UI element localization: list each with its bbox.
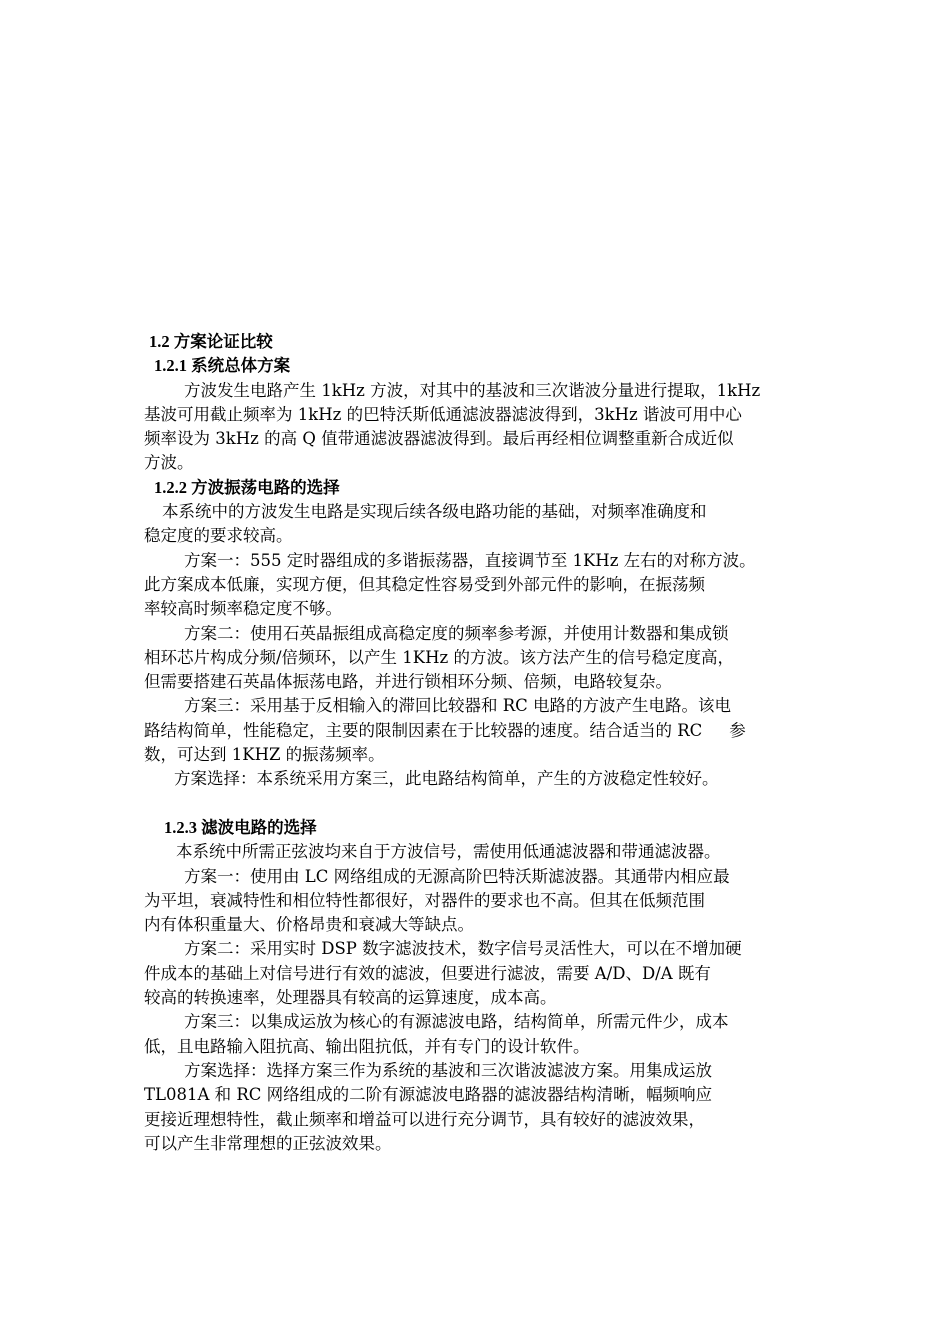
paragraph-filter-intro: 本系统中所需正弦波均来自于方波信号，需使用低通滤波器和带通滤波器。 xyxy=(176,842,721,862)
paragraph-osc-choice: 方案选择：本系统采用方案三，此电路结构简单，产生的方波稳定性较好。 xyxy=(174,769,719,789)
text-line: 方案一：555 定时器组成的多谐振荡器，直接调节至 1KHz 左右的对称方波。 xyxy=(184,550,756,570)
text-line: 可以产生非常理想的正弦波效果。 xyxy=(144,1133,392,1153)
heading-1-2-1: 1.2.1 系统总体方案 xyxy=(154,356,291,376)
text-line: 方案二：采用实时 DSP 数字滤波技术，数字信号灵活性大，可以在不增加硬 xyxy=(184,939,742,959)
text-line: 方案二：使用石英晶振组成高稳定度的频率参考源，并使用计数器和集成锁 xyxy=(184,623,729,643)
paragraph-osc-intro xyxy=(144,500,814,549)
text-line: 频率设为 3kHz 的高 Q 值带通滤波器滤波得到。最后再经相位调整重新合成近似 xyxy=(144,429,734,449)
text-line: 方案三：以集成运放为核心的有源滤波电路，结构简单，所需元件少，成本 xyxy=(184,1012,729,1032)
text-line: 本系统中的方波发生电路是实现后续各级电路功能的基础，对频率准确度和 xyxy=(162,502,707,522)
text-line: 相环芯片构成分频/倍频环，以产生 1KHz 的方波。该方法产生的信号稳定度高， xyxy=(144,647,734,667)
paragraph-osc-option-3 xyxy=(144,694,814,767)
paragraph-filter-option-1 xyxy=(144,865,814,938)
heading-1-2-2: 1.2.2 方波振荡电路的选择 xyxy=(154,477,340,497)
text-line: 为平坦，衰减特性和相位特性都很好，对器件的要求也不高。但其在低频范围 xyxy=(144,890,705,910)
text-line: 方案一：使用由 LC 网络组成的无源高阶巴特沃斯滤波器。其通带内相应最 xyxy=(184,866,730,886)
text-line: 基波可用截止频率为 1kHz 的巴特沃斯低通滤波器滤波得到，3kHz 谐波可用中心 xyxy=(144,404,742,424)
text-line: 数，可达到 1KHZ 的振荡频率。 xyxy=(144,745,385,765)
paragraph-overall xyxy=(144,379,814,476)
paragraph-filter-option-3 xyxy=(144,1010,814,1059)
document-page xyxy=(144,330,814,1156)
heading-1-2: 1.2 方案论证比较 xyxy=(149,332,273,351)
text-line: TL081A 和 RC 网络组成的二阶有源滤波电路器的滤波器结构清晰，幅频响应 xyxy=(144,1085,713,1105)
heading-1-2-3: 1.2.3 滤波电路的选择 xyxy=(164,817,317,837)
text-line: 方案选择：选择方案三作为系统的基波和三次谐波滤波方案。用集成运放 xyxy=(184,1060,712,1080)
text-line: 稳定度的要求较高。 xyxy=(144,526,293,546)
text-line: 但需要搭建石英晶体振荡电路，并进行锁相环分频、倍频，电路较复杂。 xyxy=(144,672,672,692)
paragraph-filter-option-2 xyxy=(144,937,814,1010)
text-line: 路结构简单，性能稳定，主要的限制因素在于比较器的速度。结合适当的 RC 参 xyxy=(144,720,746,740)
text-line: 低，且电路输入阻抗高、输出阻抗低，并有专门的设计软件。 xyxy=(144,1036,590,1056)
text-line: 方波。 xyxy=(144,453,194,473)
paragraph-osc-option-2 xyxy=(144,622,814,695)
text-line: 较高的转换速率，处理器具有较高的运算速度，成本高。 xyxy=(144,988,557,1008)
text-line: 内有体积重量大、价格昂贵和衰减大等缺点。 xyxy=(144,915,474,935)
text-line: 方波发生电路产生 1kHz 方波，对其中的基波和三次谐波分量进行提取，1kHz xyxy=(184,380,761,400)
text-line: 更接近理想特性，截止频率和增益可以进行充分调节，具有较好的滤波效果， xyxy=(144,1109,705,1129)
text-line: 率较高时频率稳定度不够。 xyxy=(144,599,342,619)
paragraph-osc-option-1 xyxy=(144,549,814,622)
text-line: 方案三：采用基于反相输入的滞回比较器和 RC 电路的方波产生电路。该电 xyxy=(184,696,732,716)
paragraph-filter-choice xyxy=(144,1059,814,1156)
text-line: 件成本的基础上对信号进行有效的滤波，但要进行滤波，需要 A/D、D/A 既有 xyxy=(144,963,711,983)
blank-line xyxy=(144,792,814,816)
text-line: 此方案成本低廉，实现方便，但其稳定性容易受到外部元件的影响，在振荡频 xyxy=(144,574,705,594)
